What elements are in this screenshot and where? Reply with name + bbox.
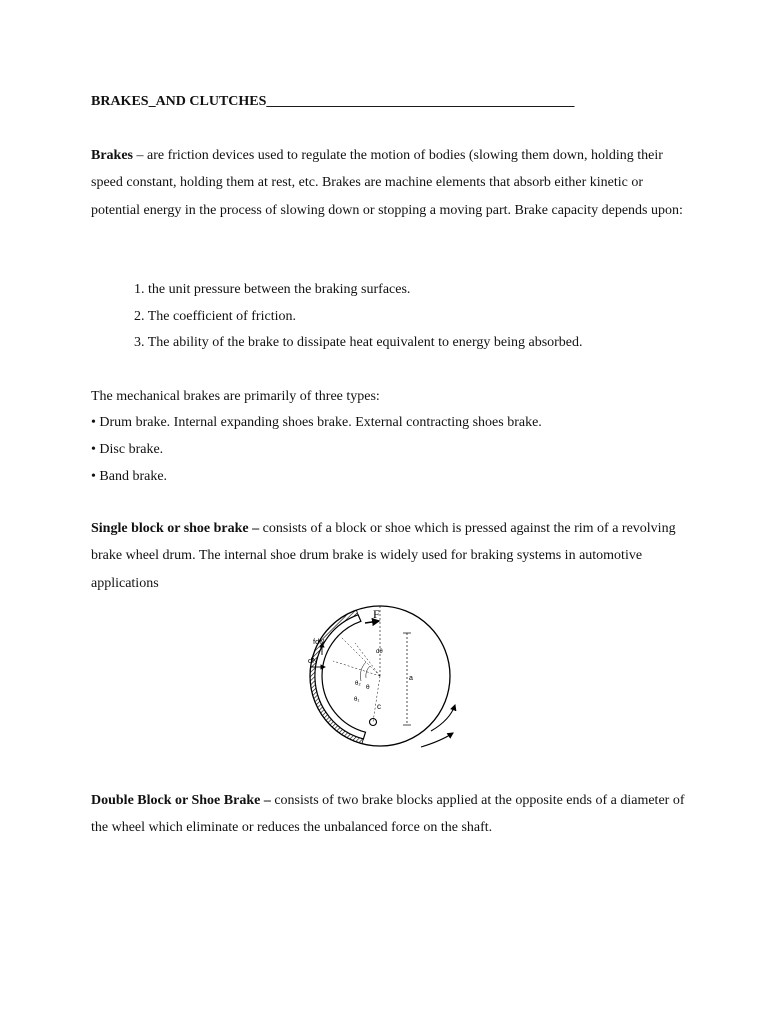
single-block-text: consists of a block or shoe which is pressed against the rim of a revolving brake wheel drum. The internal shoe drum brake is widely used for braking systems in automotive applications [91, 521, 676, 591]
double-block-paragraph [91, 787, 691, 842]
dtheta-label: dθ [376, 649, 383, 655]
force-arrow [365, 621, 379, 623]
radial-line [355, 643, 380, 676]
double-block-term: Double Block or Shoe Brake – [91, 793, 271, 808]
double-block-text: consists of two brake blocks applied at the opposite ends of a diameter of the wheel which eliminate or reduces the unbalanced force on the shaft. [91, 793, 685, 836]
shoe-brake-diagram [303, 603, 461, 756]
list-item: 3. The ability of the brake to dissipate heat equivalent to energy being absorbed. [134, 335, 583, 350]
types-list [91, 409, 542, 490]
list-item: 1. the unit pressure between the braking surfaces. [134, 282, 411, 297]
angle-arc [360, 662, 366, 681]
a-label: a [409, 675, 413, 682]
brake-shoe [315, 615, 366, 739]
brakes-term: Brakes [91, 148, 133, 163]
list-item: • Disc brake. [91, 442, 164, 457]
brakes-text: – are friction devices used to regulate the motion of bodies (slowing them down, holding their speed constant, holding them at rest, etc. Brakes are machine elements that absorb either kinetic or potential energy in the process of slowing down or stopping a moving part. Brake capacity depends upon: [91, 148, 683, 218]
theta-label: θ [366, 684, 370, 691]
c-label: c [377, 702, 381, 711]
page-title: BRAKES_AND CLUTCHES____________________________________________ [91, 94, 575, 109]
single-block-term: Single block or shoe brake – [91, 521, 260, 536]
single-block-paragraph [91, 515, 691, 597]
rotation-arrow [431, 705, 455, 731]
capacity-list [134, 277, 583, 357]
rotation-arrow [421, 733, 453, 747]
list-item: • Drum brake. Internal expanding shoes brake. External contracting shoes brake. [91, 415, 542, 430]
list-item: • Band brake. [91, 469, 168, 484]
radial-line [333, 661, 380, 676]
types-intro: The mechanical brakes are primarily of three types: [91, 389, 380, 404]
radial-line [341, 637, 380, 676]
friction-label: fdN [313, 637, 325, 646]
radial-line [373, 676, 380, 722]
theta1-label: θ₁ [354, 697, 360, 703]
list-item: 2. The coefficient of friction. [134, 308, 296, 324]
force-label: F [373, 607, 380, 621]
brakes-paragraph [91, 142, 691, 224]
theta2-label: θ₂ [355, 681, 361, 687]
normal-label: dN [308, 656, 318, 665]
